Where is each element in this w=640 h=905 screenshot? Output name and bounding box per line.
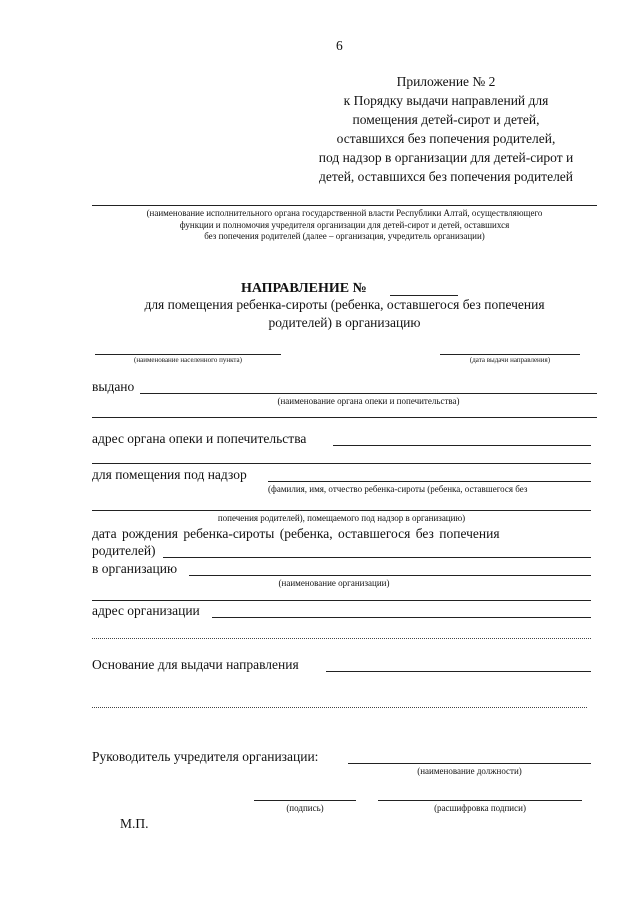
locality-line	[95, 354, 281, 355]
issued-line[interactable]	[140, 393, 597, 394]
authority-caption-line: (наименование исполнительного органа государственной власти Республики Алтай, осуществляющего	[146, 208, 543, 218]
head-label: Руководитель учредителя организации:	[92, 749, 319, 764]
organization-line[interactable]	[189, 575, 591, 576]
organization-address-line-2[interactable]	[92, 638, 591, 639]
appendix-line: помещения детей-сирот и детей,	[352, 112, 540, 127]
issue-date-line	[440, 354, 580, 355]
guardianship-address-label: адрес органа опеки и попечительства	[92, 431, 307, 446]
organization-line-2[interactable]	[92, 600, 591, 601]
position-caption: (наименование должности)	[417, 766, 522, 776]
placement-line-2[interactable]	[92, 510, 591, 511]
child-name-caption-1: (фамилия, имя, отчество ребенка-сироты (ребенка, оставшегося без	[268, 484, 528, 494]
title-subtitle-1: для помещения ребенка-сироты (ребенка, оставшегося без попечения	[144, 297, 545, 312]
signature-decoding-line[interactable]	[378, 800, 582, 801]
locality-caption: (наименование населенного пункта)	[134, 356, 242, 364]
basis-line-2[interactable]	[92, 707, 587, 708]
child-name-caption-2: попечения родителей), помещаемого под надзор в организацию)	[217, 513, 466, 523]
stamp-place: М.П.	[120, 816, 149, 831]
issued-line-2[interactable]	[92, 417, 597, 418]
issue-date-caption: (дата выдачи направления)	[469, 356, 551, 364]
position-line[interactable]	[348, 763, 591, 764]
guardianship-address-line-2[interactable]	[92, 463, 591, 464]
authority-caption	[92, 208, 597, 243]
basis-label: Основание для выдачи направления	[92, 657, 299, 672]
signature-caption: (подпись)	[286, 803, 324, 813]
number-line	[390, 295, 458, 296]
issued-label: выдано	[92, 379, 135, 394]
birth-date-line[interactable]	[163, 557, 591, 558]
basis-line[interactable]	[326, 671, 591, 672]
appendix-line: детей, оставшихся без попечения родителей	[318, 169, 574, 184]
placement-line[interactable]	[268, 481, 591, 482]
appendix-line: оставшихся без попечения родителей,	[336, 131, 556, 146]
authority-caption-line: без попечения родителей (далее – организация, учредитель организации)	[204, 231, 485, 241]
guardianship-address-line[interactable]	[333, 445, 591, 446]
birth-date-label-1: дата рождения ребенка-сироты (ребенка, оставшегося без попечения	[92, 526, 500, 541]
organization-label: в организацию	[92, 561, 178, 576]
appendix-line: Приложение № 2	[396, 74, 496, 89]
title-subtitle-2: родителей) в организацию	[268, 315, 421, 330]
appendix-line: под надзор в организации для детей-сирот и	[318, 150, 574, 165]
authority-line	[92, 205, 597, 206]
birth-date-label-2: родителей)	[92, 543, 156, 558]
document-title: НАПРАВЛЕНИЕ №	[241, 281, 367, 296]
appendix-line: к Порядку выдачи направлений для	[343, 93, 549, 108]
guardianship-body-caption: (наименование органа опеки и попечительства)	[277, 396, 460, 406]
appendix-block	[296, 72, 596, 186]
placement-label: для помещения под надзор	[92, 467, 247, 482]
authority-caption-line: функции и полномочия учредителя организации для детей-сирот и детей, оставшихся	[179, 219, 510, 230]
organization-name-caption: (наименование организации)	[278, 578, 390, 588]
signature-decoding-caption: (расшифровка подписи)	[434, 803, 526, 813]
page-number: 6	[336, 38, 343, 53]
organization-address-line[interactable]	[212, 617, 591, 618]
signature-line[interactable]	[254, 800, 356, 801]
organization-address-label: адрес организации	[92, 603, 200, 618]
